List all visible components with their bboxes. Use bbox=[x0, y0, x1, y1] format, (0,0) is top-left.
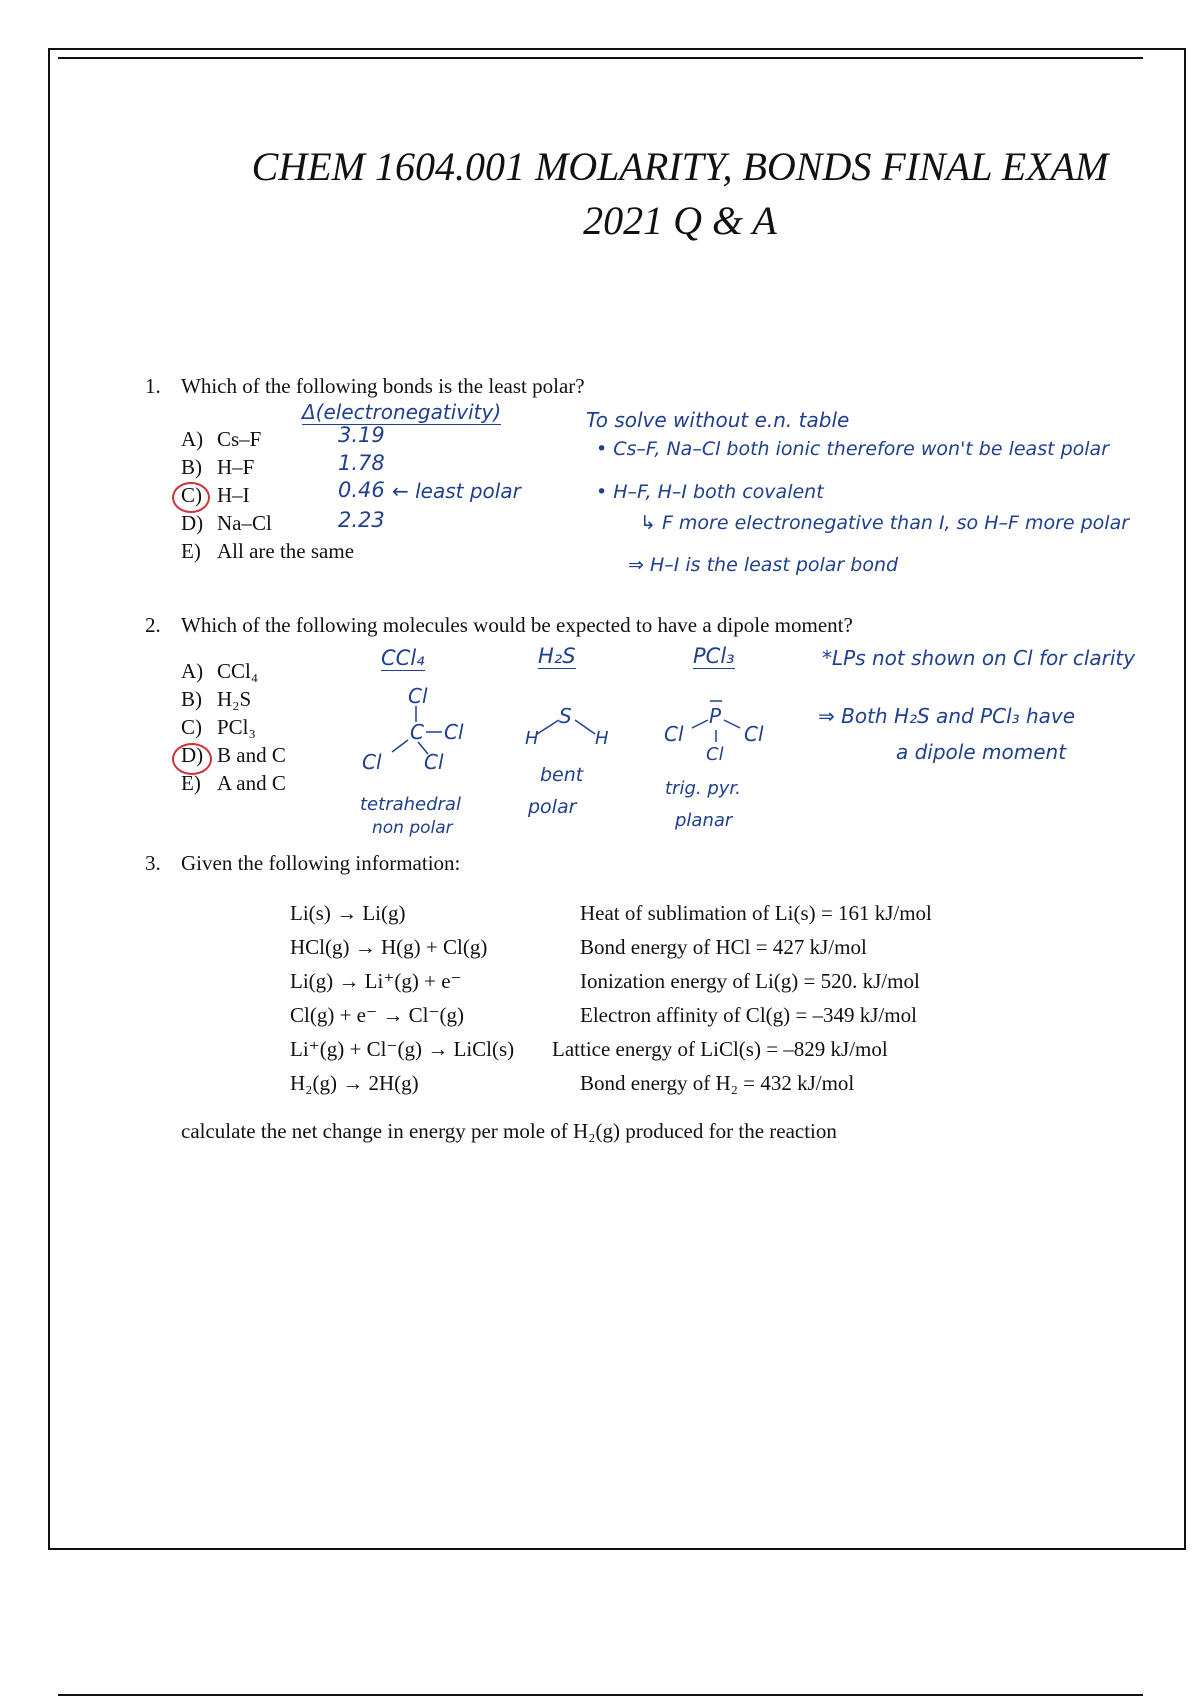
en-value-c: 0.46 bbox=[338, 478, 385, 502]
choice-e[interactable]: E) A and C bbox=[181, 771, 286, 795]
q2-choices bbox=[181, 657, 286, 797]
h2s-structure bbox=[525, 700, 625, 765]
pcl3-structure bbox=[664, 700, 774, 775]
choice-a[interactable]: A) CCl₄ bbox=[181, 659, 259, 683]
pcl3-planar-note: planar bbox=[675, 810, 733, 831]
reaction-info: Heat of sublimation of Li(s) = 161 kJ/mol bbox=[580, 901, 932, 925]
reaction-equation: Li(s) → Li(g) bbox=[290, 901, 406, 925]
pcl3-cl-left: Cl bbox=[664, 722, 684, 746]
ccl4-cl-left: Cl bbox=[362, 750, 382, 774]
dipole-conclusion-2: a dipole moment bbox=[896, 740, 1067, 764]
ccl4-label: CCl₄ bbox=[381, 646, 425, 670]
ccl4-shape-note: tetrahedral bbox=[360, 794, 461, 815]
h2s-bonds bbox=[525, 700, 625, 760]
header-rule bbox=[58, 57, 1143, 59]
question-number: 1. bbox=[145, 374, 161, 398]
question-text: Which of the following molecules would be expected to have a dipole moment? bbox=[181, 613, 853, 637]
question-text: Which of the following bonds is the least polar? bbox=[181, 374, 585, 398]
h2s-h-left: H bbox=[525, 728, 539, 749]
h2s-polarity-note: polar bbox=[528, 796, 577, 818]
pcl3-shape-note: trig. pyr. bbox=[665, 778, 741, 799]
question-1 bbox=[145, 372, 585, 400]
en-value-b: 1.78 bbox=[338, 451, 385, 475]
footer-rule bbox=[58, 1694, 1143, 1696]
choice-b[interactable]: B) H–F bbox=[181, 455, 255, 479]
question-number: 2. bbox=[145, 613, 161, 637]
choice-a[interactable]: A) Cs–F bbox=[181, 427, 262, 451]
ccl4-cl-right: Cl bbox=[444, 720, 464, 744]
answer-circle-c bbox=[172, 482, 210, 513]
question-2 bbox=[145, 611, 853, 639]
solve-note-2: • Cs–F, Na–Cl both ionic therefore won't be least polar bbox=[596, 438, 1109, 460]
ccl4-cl-top: Cl bbox=[408, 684, 428, 708]
choice-b[interactable]: B) H₂S bbox=[181, 687, 252, 711]
choice-e[interactable]: E) All are the same bbox=[181, 539, 355, 563]
reaction-info: Ionization energy of Li(g) = 520. kJ/mol bbox=[580, 969, 920, 993]
exam-title bbox=[190, 140, 1170, 248]
reaction-info: Bond energy of H₂ = 432 kJ/mol bbox=[580, 1071, 855, 1095]
reaction-info: Electron affinity of Cl(g) = –349 kJ/mol bbox=[580, 1003, 917, 1027]
choice-c[interactable]: C) PCl₃ bbox=[181, 715, 256, 739]
pcl3-p: P bbox=[709, 704, 722, 728]
question-3 bbox=[145, 849, 460, 877]
ccl4-c: C bbox=[410, 720, 424, 744]
ccl4-polarity-note: non polar bbox=[372, 818, 453, 838]
choice-d[interactable]: D) B and C bbox=[181, 743, 286, 767]
q3-prompt: calculate the net change in energy per mole of H₂(g) produced for the reaction bbox=[181, 1119, 837, 1143]
ccl4-cl-bottom: Cl bbox=[424, 750, 444, 774]
solve-note-1: To solve without e.n. table bbox=[586, 408, 850, 432]
choice-d[interactable]: D) Na–Cl bbox=[181, 511, 272, 535]
reaction-equation: Li⁺(g) + Cl⁻(g) → LiCl(s) bbox=[290, 1037, 515, 1061]
ccl4-structure bbox=[352, 684, 472, 795]
solve-note-5: ⇒ H–I is the least polar bond bbox=[628, 554, 899, 576]
reaction-equation: H₂(g) → 2H(g) bbox=[290, 1071, 419, 1095]
reaction-equation: Li(g) → Li⁺(g) + e⁻ bbox=[290, 969, 462, 993]
reaction-equation: Cl(g) + e⁻ → Cl⁻(g) bbox=[290, 1003, 464, 1027]
solve-note-4: ↳ F more electronegative than I, so H–F more polar bbox=[640, 512, 1130, 534]
answer-circle-d bbox=[172, 743, 212, 775]
dipole-conclusion-1: ⇒ Both H₂S and PCl₃ have bbox=[818, 704, 1076, 728]
en-value-d: 2.23 bbox=[338, 508, 385, 532]
h2s-h-right: H bbox=[595, 728, 609, 749]
title-line-1: CHEM 1604.001 MOLARITY, BONDS FINAL EXAM bbox=[251, 144, 1109, 189]
choice-c[interactable]: C) H–I bbox=[181, 483, 250, 507]
lp-note: *LPs not shown on Cl for clarity bbox=[822, 646, 1136, 670]
question-text: Given the following information: bbox=[181, 851, 461, 875]
reaction-info: Bond energy of HCl = 427 kJ/mol bbox=[580, 935, 867, 959]
pcl3-cl-right: Cl bbox=[744, 722, 764, 746]
h2s-shape-note: bent bbox=[540, 764, 584, 786]
solve-note-3: • H–F, H–I both covalent bbox=[596, 481, 824, 503]
question-number: 3. bbox=[145, 851, 161, 875]
pcl3-label: PCl₃ bbox=[693, 644, 735, 668]
h2s-s: S bbox=[559, 704, 572, 728]
pcl3-cl-bottom: Cl bbox=[706, 744, 724, 765]
title-line-2: 2021 Q & A bbox=[583, 198, 777, 243]
reaction-equation: HCl(g) → H(g) + Cl(g) bbox=[290, 935, 488, 959]
en-value-a: 3.19 bbox=[338, 423, 385, 447]
h2s-label: H₂S bbox=[538, 644, 576, 668]
page-border bbox=[48, 48, 1186, 1550]
en-header-note: Δ(electronegativity) bbox=[302, 400, 502, 424]
least-polar-note: ← least polar bbox=[392, 479, 521, 503]
reaction-info: Lattice energy of LiCl(s) = –829 kJ/mol bbox=[552, 1037, 888, 1061]
